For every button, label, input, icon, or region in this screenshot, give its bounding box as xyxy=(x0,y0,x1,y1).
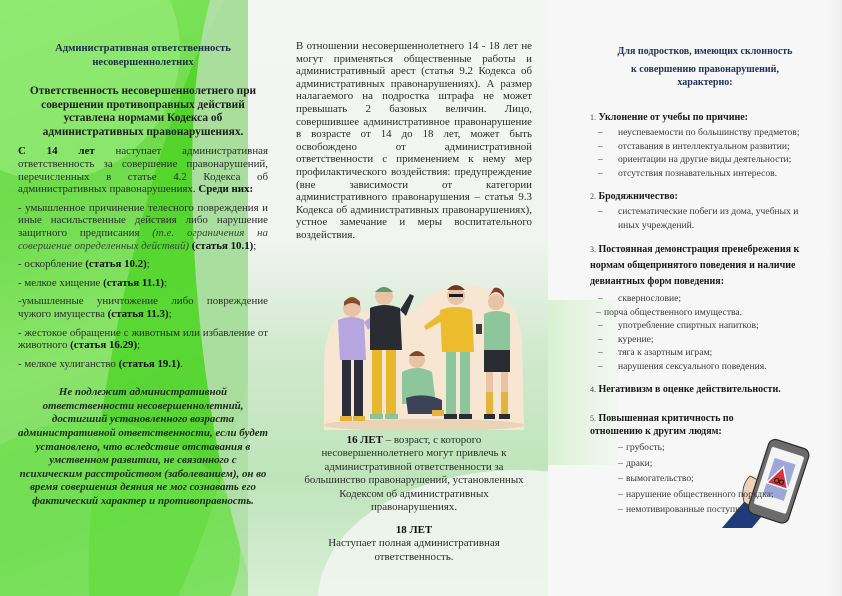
offense-text: - умышленное причинение телесного повреждения и иные насильственные действия либо нарушение защитного предписания xyxy=(18,201,268,239)
list-item: – систематические побеги из дома, учебных и иных учреждений. xyxy=(590,205,820,232)
title-line: Административная ответственность xyxy=(55,43,231,54)
list-item: – ориентации на другие виды деятельности; xyxy=(590,153,820,167)
right-panel-title xyxy=(590,45,820,89)
list-item: – курение; xyxy=(590,333,820,347)
article-ref: (статья 16.29) xyxy=(70,339,138,352)
title-line: характерно: xyxy=(677,77,733,88)
age-14-text: наступает административная ответственность за совершение правонарушений, перечисленных в статье 4.2 Кодекса об административных правонарушениях. xyxy=(18,145,268,196)
article-ref: (статья 11.1) xyxy=(103,276,165,289)
offense-item xyxy=(18,277,268,290)
list-item: – нарушение общественного порядка; xyxy=(590,487,820,503)
section-heading: Повышенная критичность по отношению к другим людям: xyxy=(590,413,734,437)
age-14-label: С 14 лет xyxy=(18,145,95,158)
offense-text: - мелкое хулиганство xyxy=(18,357,119,370)
offense-text: - мелкое хищение xyxy=(18,276,104,289)
offense-item xyxy=(18,327,268,352)
age-14-paragraph xyxy=(18,145,268,195)
section-heading: Негативизм в оценке действительности. xyxy=(598,384,781,395)
section-number: 3. xyxy=(590,245,596,254)
section-list xyxy=(590,205,820,232)
section-number: 5. xyxy=(590,414,596,423)
teenagers-group-illustration xyxy=(314,280,528,430)
title-line: к совершению правонарушений, xyxy=(631,64,779,75)
offense-item xyxy=(18,358,268,371)
section-4 xyxy=(590,383,820,396)
list-item: – нарушения сексуального поведения. xyxy=(590,360,820,374)
section-2 xyxy=(590,190,820,232)
list-item: – неуспеваемости по большинству предметов; xyxy=(590,126,820,140)
article-ref: (статья 10.2) xyxy=(85,258,147,271)
punct: ; xyxy=(146,258,150,271)
among-them-label: Среди них: xyxy=(198,183,254,196)
section-5 xyxy=(590,412,750,438)
right-panel xyxy=(590,0,820,596)
article-ref: (статья 11.3) xyxy=(107,307,169,320)
section-heading: Постоянная демонстрация пренебрежения к нормам общепринятого поведения и наличие девиантных форм поведения: xyxy=(590,244,800,287)
list-item: – порча общественного имущества. xyxy=(590,306,820,320)
section-number: 1. xyxy=(590,113,596,122)
age-18-text: Наступает полная административная ответственность. xyxy=(328,537,500,563)
punct: ; xyxy=(253,239,257,252)
offense-text: - жестокое обращение с животным или избавление от животного xyxy=(18,326,268,352)
list-item: – сквернословие; xyxy=(590,292,820,306)
middle-panel xyxy=(296,0,532,596)
section-heading: Бродяжничество: xyxy=(598,191,678,202)
left-panel-lead: Ответственность несовершеннолетнего при совершении противоправных действий уставлена нормами Кодекса об административных правонарушениях. xyxy=(29,85,257,138)
punct: ; xyxy=(137,339,141,352)
section-1 xyxy=(590,111,820,180)
list-item: – тяга к азартным играм; xyxy=(590,346,820,360)
section-5-list xyxy=(590,440,820,518)
section-number: 4. xyxy=(590,385,596,394)
list-item: – немотивированные поступки. xyxy=(590,502,820,518)
article-ref: (статья 19.1) xyxy=(118,357,181,370)
title-line: несовершеннолетних xyxy=(92,57,194,68)
offense-item xyxy=(18,258,268,271)
left-panel-title xyxy=(18,42,268,70)
list-item: – вымогательство; xyxy=(590,471,820,487)
exemption-note: Не подлежит административной ответственности несовершеннолетний, достигший установленного возраста административной ответственности, если будет установлено, что вследствие отставания в умственном развитии, не связанного с психическим расстройством (заболеванием), он во время совершения деяния не мог сознавать его фактический характер и противоправность. xyxy=(18,386,268,508)
offense-note: (т.е. ограничения на совершение определенных действий) xyxy=(18,226,268,252)
list-item: – отсутствия познавательных интересов. xyxy=(590,167,820,181)
list-item: – драки; xyxy=(590,456,820,472)
section-number: 2. xyxy=(590,192,596,201)
age-16-text: – возраст, с которого несовершеннолетнего могут привлечь к административной ответственности за большинство правонарушений, установленных Кодексом об административных правонарушениях. xyxy=(304,434,524,514)
list-item: – отставания в интеллектуальном развитии; xyxy=(590,140,820,154)
age-16-label: 16 ЛЕТ xyxy=(346,434,383,446)
section-heading: Уклонение от учебы по причине: xyxy=(598,112,748,123)
offense-text: -умышленные уничтожение либо повреждение чужого имущества xyxy=(18,295,268,320)
section-list xyxy=(590,126,820,180)
offense-item xyxy=(18,295,268,320)
offense-item xyxy=(18,202,268,252)
age-18-heading: 18 ЛЕТ xyxy=(395,524,433,536)
list-item: – грубость; xyxy=(590,440,820,456)
section-3 xyxy=(590,242,820,373)
minors-measures-paragraph: В отношении несовершеннолетнего 14 - 18 лет не могут применяться общественные работы и административный арест (статья 9.2 Кодекса об административных правонарушениях). А размер налагаемого на подростка штрафа не может превышать 2 базовых величин. Лицо, совершившее административное правонарушение в возрасте от 14 до 18 лет, может быть освобождено от административной ответственности с применением к нему мер профилактического воздействия: предупреждение (вне зависимости от категории административного правонарушения – статья 9.3 Кодекса об административных правонарушениях), устное замечание и меры воспитательного воздействия. xyxy=(296,40,532,241)
age-18-block xyxy=(296,524,532,564)
age-16-block xyxy=(296,434,532,514)
punct: ; xyxy=(168,307,172,320)
list-item: – употребление спиртных напитков; xyxy=(590,319,820,333)
left-panel xyxy=(18,0,268,596)
punct: . xyxy=(180,357,183,370)
punct: ; xyxy=(164,276,168,289)
article-ref: (статья 10.1) xyxy=(191,239,254,252)
section-list xyxy=(590,292,820,373)
offense-text: - оскорбление xyxy=(18,258,86,271)
page-edge-shadow xyxy=(828,0,842,596)
title-line: Для подростков, имеющих склонность xyxy=(617,46,793,57)
